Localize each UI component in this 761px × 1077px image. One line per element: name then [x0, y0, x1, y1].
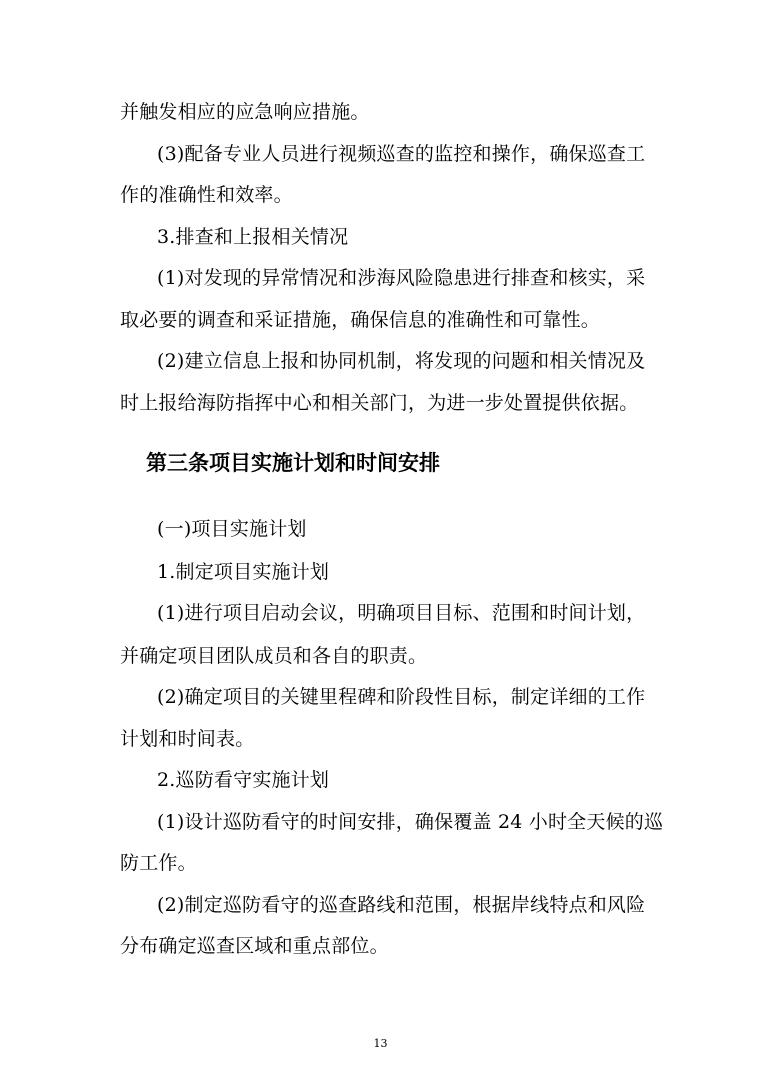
section-heading: 第三条项目实施计划和时间安排 — [146, 451, 440, 475]
paragraph-line: 时上报给海防指挥中心和相关部门，为进一步处置提供依据。 — [120, 392, 639, 414]
paragraph-line: 计划和时间表。 — [120, 728, 255, 750]
paragraph-line: (1)设计巡防看守的时间安排，确保覆盖 24 小时全天候的巡 — [157, 811, 664, 833]
paragraph-line: (2)确定项目的关键里程碑和阶段性目标，制定详细的工作 — [157, 686, 646, 708]
paragraph-line: 并确定项目团队成员和各自的职责。 — [120, 645, 428, 667]
paragraph-line: 作的准确性和效率。 — [120, 184, 293, 206]
paragraph-line: (1)对发现的异常情况和涉海风险隐患进行排查和核实，采 — [157, 267, 646, 289]
paragraph-line: 防工作。 — [120, 852, 197, 874]
paragraph-line: (3)配备专业人员进行视频巡查的监控和操作，确保巡查工 — [157, 143, 646, 165]
paragraph-line: 分布确定巡查区域和重点部位。 — [120, 935, 389, 957]
subsection-title: 3.排查和上报相关情况 — [157, 226, 349, 248]
paragraph-line: (2)制定巡防看守的巡查路线和范围，根据岸线特点和风险 — [157, 894, 646, 916]
subsection-title: 2.巡防看守实施计划 — [157, 769, 330, 791]
paragraph-line: 并触发相应的应急响应措施。 — [120, 101, 370, 123]
paragraph-line: (2)建立信息上报和协同机制，将发现的问题和相关情况及 — [157, 350, 646, 372]
paragraph-line: (1)进行项目启动会议，明确项目目标、范围和时间计划， — [157, 602, 646, 624]
subsection-title: 1.制定项目实施计划 — [157, 561, 330, 583]
page-number: 13 — [373, 1037, 388, 1050]
subsection-title: (一)项目实施计划 — [157, 518, 307, 540]
paragraph-line: 取必要的调查和采证措施，确保信息的准确性和可靠性。 — [120, 309, 601, 331]
